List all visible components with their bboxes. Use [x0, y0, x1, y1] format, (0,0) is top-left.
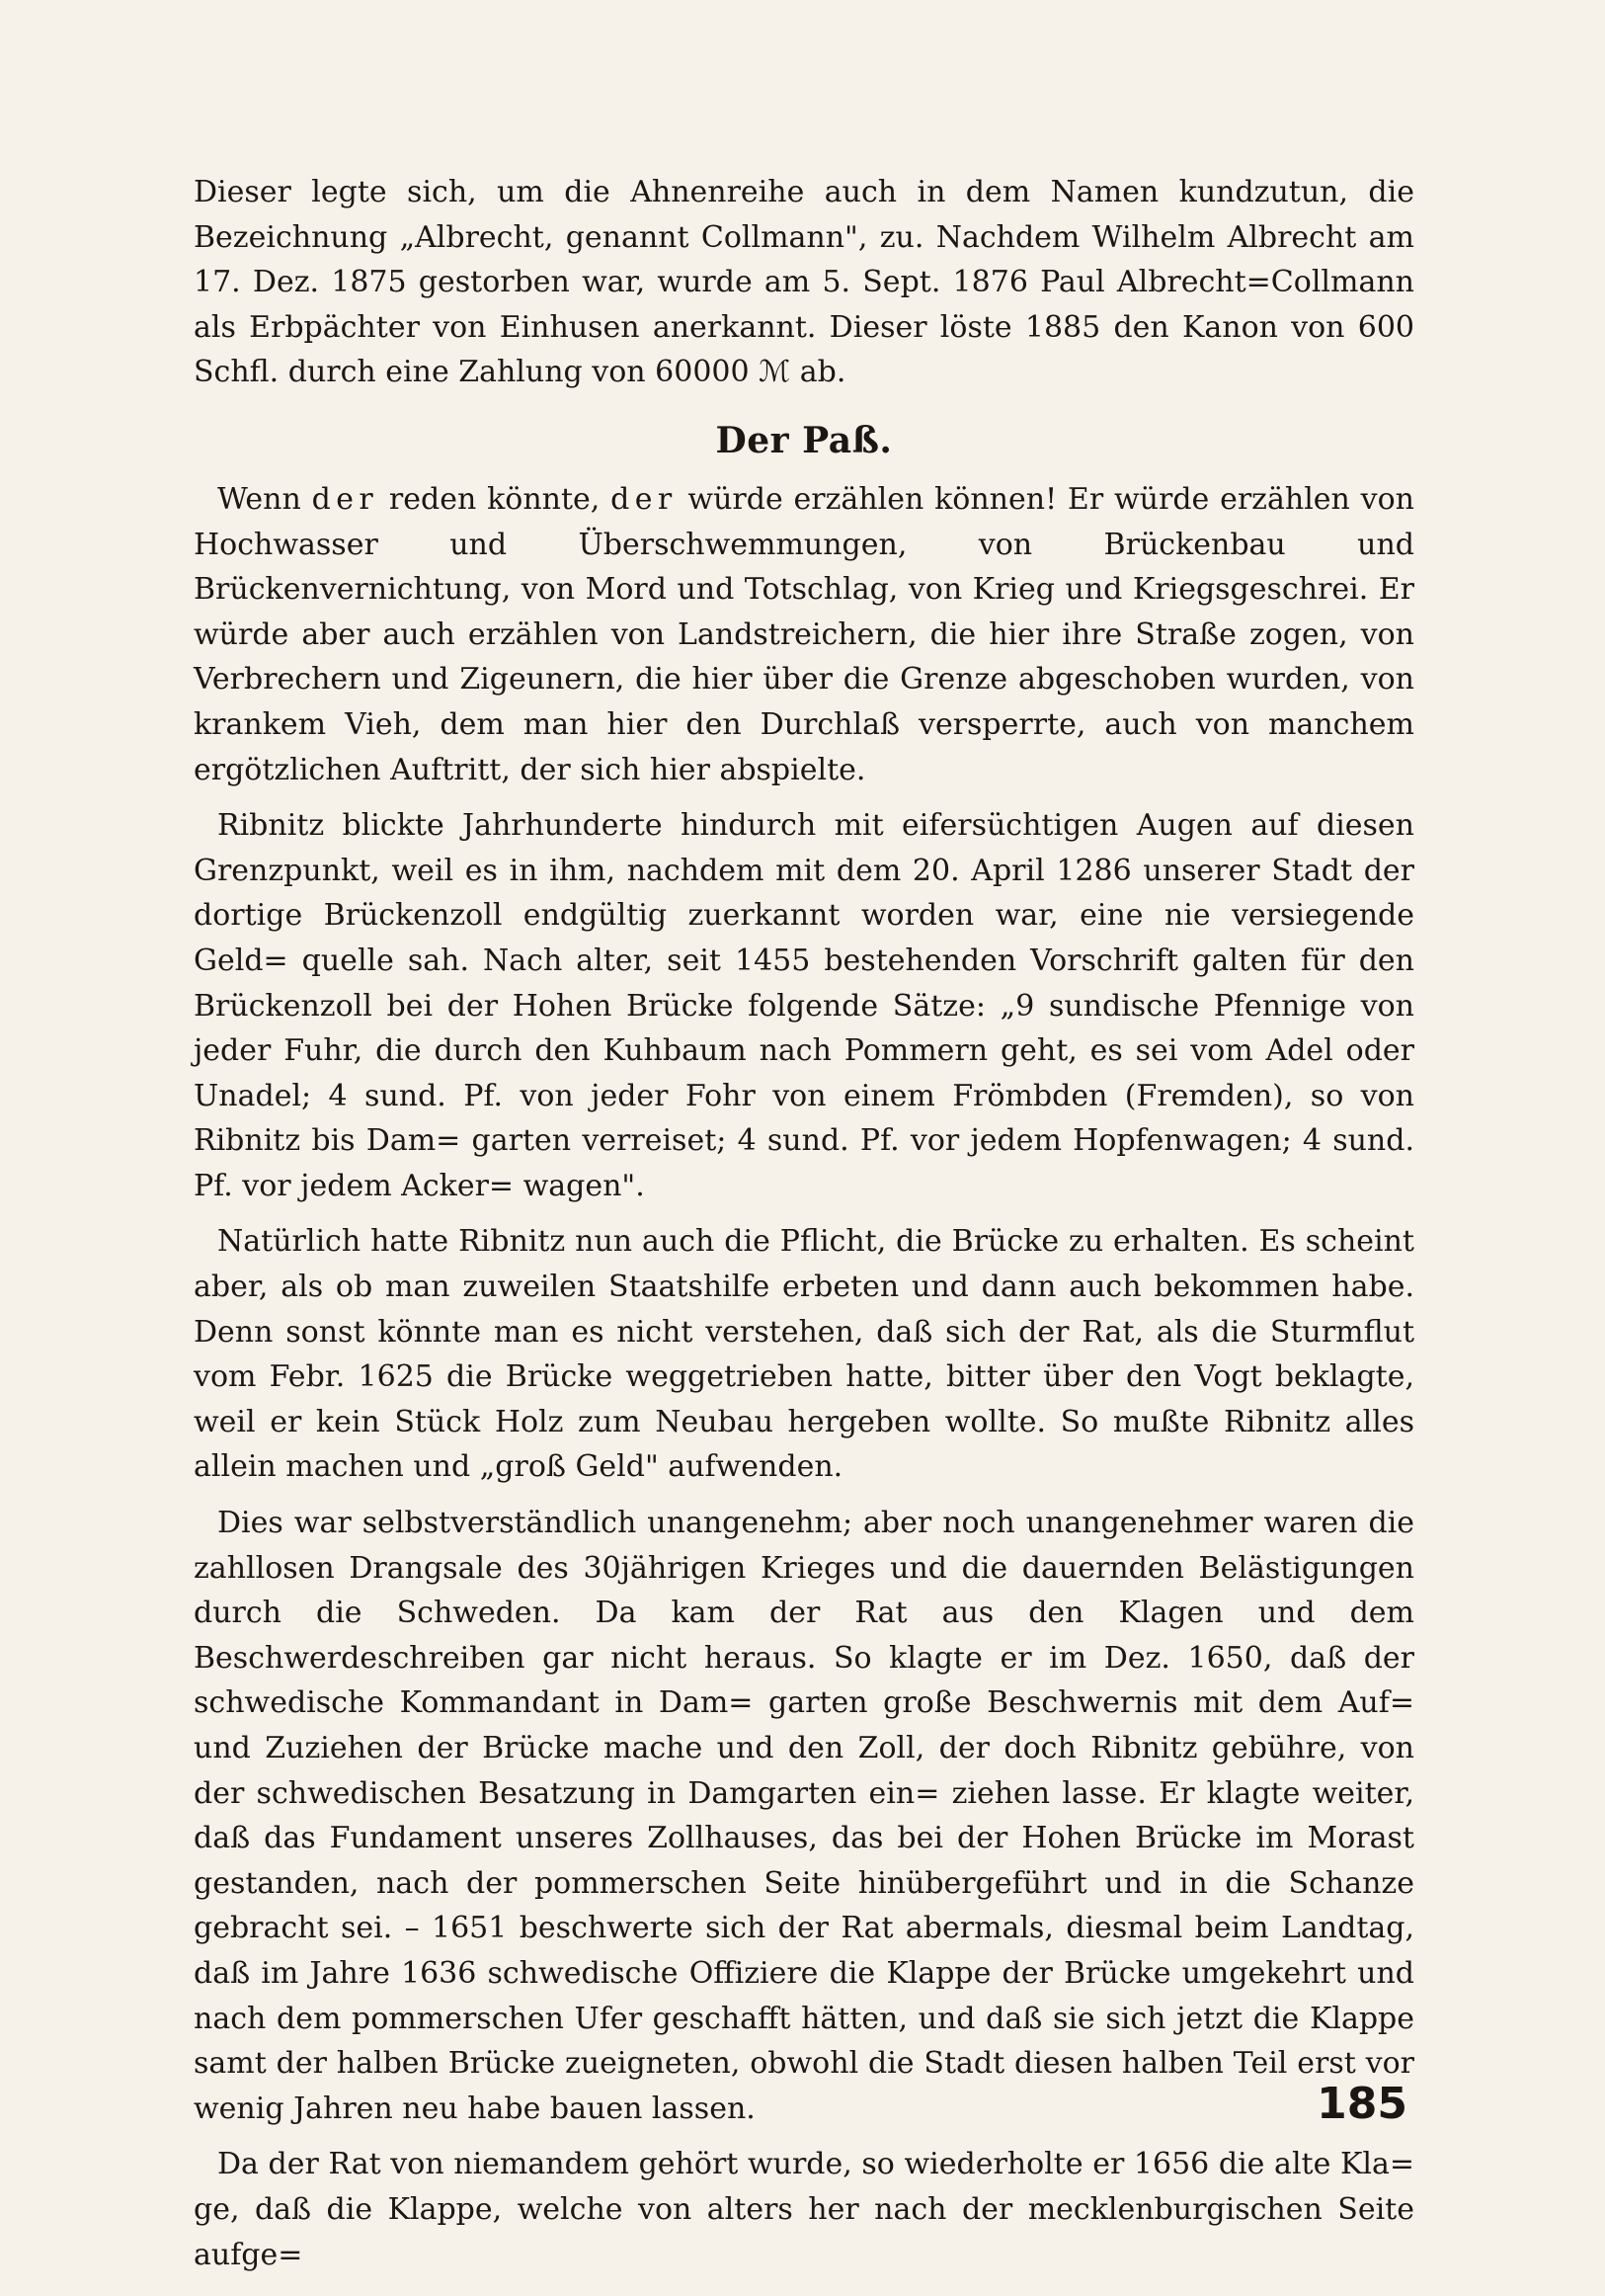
paragraph-schweden: Dies war selbstverständlich unangenehm; aber noch unangenehmer waren die zahllosen Drangsale des 30jährigen Krieges und die dauernden Belästigungen durch die Schweden. Da kam der Rat aus den Klagen und dem Beschwerdeschreiben gar nicht heraus. So klagte er im Dez. 1650, daß der schwedische Kommandant in Dam= garten große Beschwernis mit dem Auf= und Zuziehen der Brücke mache und den Zoll, der doch Ribnitz gebühre, von der schwedischen Besatzung in Damgarten ein= ziehen lasse. Er klagte weiter, daß das Fundament unseres Zollhauses, das bei der Hohen Brücke im Morast gestanden, nach der pommerschen Seite hinübergeführt und in die Schanze gebracht sei. – 1651 beschwerte sich der Rat abermals, diesmal beim Landtag, daß im Jahre 1636 schwedische Offiziere die Klappe der Brücke umgekehrt und nach dem pommerschen Ufer geschafft hätten, und daß sie sich jetzt die Klappe samt der halben Brücke zueigneten, obwohl die Stadt diesen halben Teil erst vor wenig Jahren neu habe bauen lassen.	[194, 1506, 1414, 2126]
text-run: würde erzählen können! Er würde erzählen von Hochwasser und Überschwemmungen, von Brückenbau und Brückenvernichtung, von Mord und Totschlag, von Krieg und Kriegsgeschrei. Er würde aber auch erzählen von Landstreichern, die hier ihre Straße zogen, von Verbrechern und Zigeunern, die hier über die Grenze abgeschoben wurden, von krankem Vieh, dem man hier den Durchlaß versperrte, auch von manchem ergötzlichen Auftritt, der sich hier abspielte.	[194, 481, 1414, 787]
page-body	[194, 170, 1414, 2277]
text-run: Wenn	[217, 481, 312, 517]
page-number: 185	[1317, 2079, 1407, 2129]
spaced-emphasis: der	[311, 481, 379, 517]
paragraph-brueckenzoll: Ribnitz blickte Jahrhunderte hindurch mit eifersüchtigen Augen auf diesen Grenzpunkt, weil es in ihm, nachdem mit dem 20. April 1286 unserer Stadt der dortige Brückenzoll endgültig zuerkannt worden war, eine nie versiegende Geld= quelle sah. Nach alter, seit 1455 bestehenden Vorschrift galten für den Brückenzoll bei der Hohen Brücke folgende Sätze: „9 sundische Pfennige von jeder Fuhr, die durch den Kuhbaum nach Pommern geht, es sei vom Adel oder Unadel; 4 sund. Pf. von jeder Fohr von einem Frömbden (Fremden), so von Ribnitz bis Dam= garten verreiset; 4 sund. Pf. vor jedem Hopfenwagen; 4 sund. Pf. vor jedem Acker= wagen".	[194, 808, 1414, 1203]
paragraph-klage-1656: Da der Rat von niemandem gehört wurde, so wiederholte er 1656 die alte Kla= ge, daß die Klappe, welche von alters her nach der mecklenburgischen Seite aufge=	[194, 2147, 1414, 2272]
paragraph-wenn-der-reden	[194, 477, 1414, 792]
spaced-emphasis: der	[610, 481, 678, 517]
section-heading: Der Paß.	[715, 419, 893, 461]
paragraph-pflicht-bruecke: Natürlich hatte Ribnitz nun auch die Pflicht, die Brücke zu erhalten. Es scheint aber, als ob man zuweilen Staatshilfe erbeten und dann auch bekommen habe. Denn sonst könnte man es nicht verstehen, daß sich der Rat, als die Sturmflut vom Febr. 1625 die Brücke weggetrieben hatte, bitter über den Vogt beklagte, weil er kein Stück Holz zum Neubau hergeben wollte. So mußte Ribnitz alles allein machen und „groß Geld" aufwenden.	[194, 1224, 1414, 1485]
paragraph-albrecht-collmann: Dieser legte sich, um die Ahnenreihe auch in dem Namen kundzutun, die Bezeichnung „Albrecht, genannt Collmann", zu. Nachdem Wilhelm Albrecht am 17. Dez. 1875 gestorben war, wurde am 5. Sept. 1876 Paul Albrecht=Collmann als Erbpächter von Einhusen anerkannt. Dieser löste 1885 den Kanon von 600 Schfl. durch eine Zahlung von 60000 ℳ ab.	[194, 175, 1414, 390]
text-run: reden könnte,	[378, 481, 611, 517]
